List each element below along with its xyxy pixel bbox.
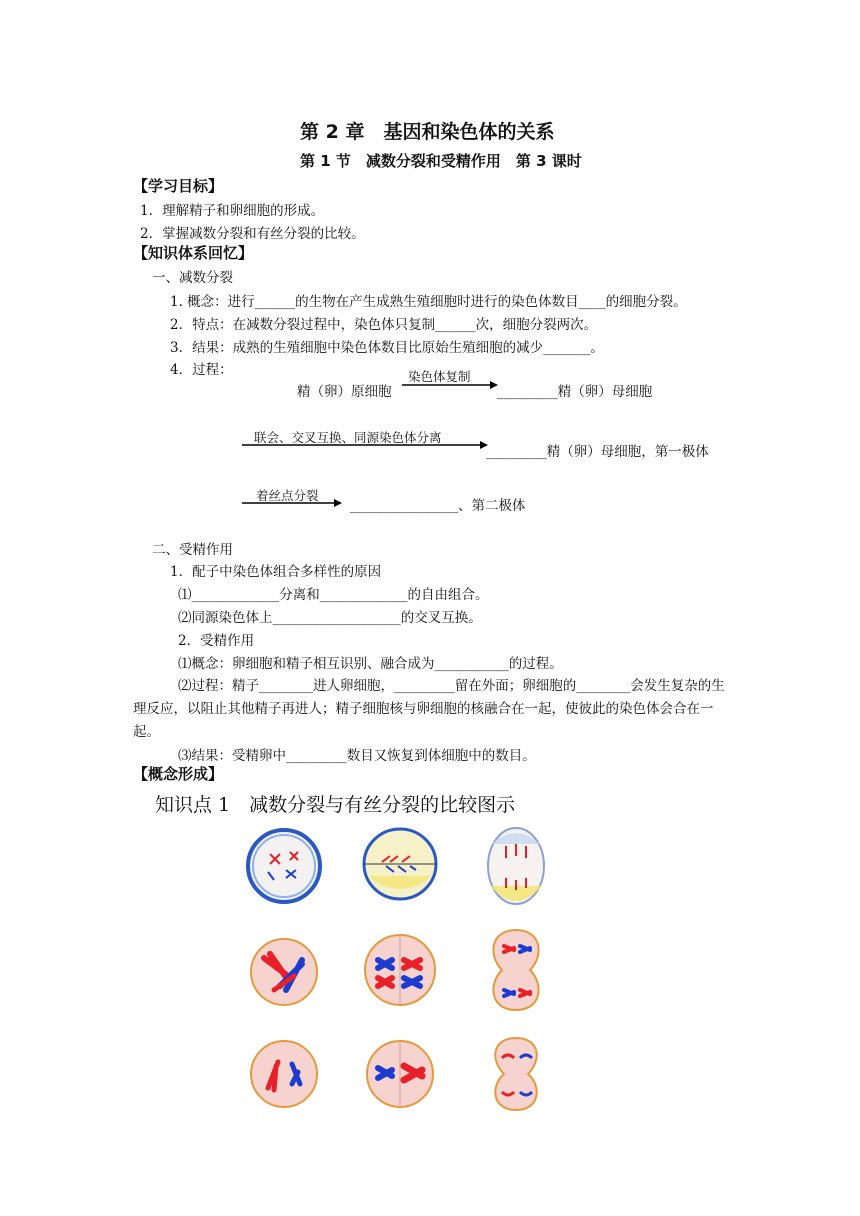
flow-arrow3-label: 着丝点分裂: [256, 488, 319, 503]
flow-arrow1: [402, 380, 498, 390]
cell-r3c2: [367, 1041, 433, 1107]
cell-r1c3: [488, 828, 544, 904]
cell-r1c2: [364, 829, 436, 899]
fertilization-title: 二、受精作用: [152, 542, 233, 558]
cell-r1c1: [248, 830, 320, 902]
objective-item-2: 2．掌握减数分裂和有丝分裂的比较。: [140, 226, 365, 242]
cell-r2c3: [493, 930, 538, 1010]
diversity-1: ⑴_____________分离和_____________的自由组合。: [178, 587, 489, 603]
meiosis-process: 4．过程：: [170, 362, 233, 378]
objective-item-1: 1．理解精子和卵细胞的形成。: [140, 203, 325, 219]
cell-r3c3: [495, 1038, 536, 1110]
fert-process: ⑵过程：精子________进人卵细胞，_________留在外面；卵细胞的________会发生复杂的生理反应，以阻止其他精子再进人；精子细胞核与卵细胞的核融合在一起，使彼此的染色体会合在一起。: [133, 678, 725, 740]
chapter-title: 第 2 章 基因和染色体的关系: [300, 121, 555, 143]
meiosis-feature: 2．特点：在减数分裂过程中，染色体只复制______次，细胞分裂两次。: [170, 317, 598, 333]
meiosis-result: 3．结果：成熟的生殖细胞中染色体数目比原始生殖细胞的减少_______。: [170, 340, 604, 356]
cell-r2c2: [365, 935, 435, 1005]
knowledge-point-title: 知识点 1 减数分裂与有丝分裂的比较图示: [155, 794, 516, 816]
flow-end3: ________________、第二极体: [350, 498, 526, 514]
fert-concept: ⑴概念：卵细胞和精子相互识别、融合成为___________的过程。: [178, 656, 563, 672]
flow-arrow1-label: 染色体复制: [408, 369, 471, 384]
objectives-heading: 【学习目标】: [133, 177, 224, 195]
diversity-2: ⑵同源染色体上___________________的交叉互换。: [178, 610, 482, 626]
flow-arrow3: [242, 498, 342, 508]
meiosis-title: 一、减数分裂: [152, 270, 233, 286]
cell-r2c1: [251, 939, 317, 1005]
flow-arrow2-label: 联会、交叉互换、同源染色体分离: [254, 430, 442, 445]
fert-title: 2．受精作用: [178, 633, 255, 649]
flow-end2: _________精（卵）母细胞，第一极体: [486, 444, 709, 460]
fert-result: ⑶结果：受精卵中_________数目又恢复到体细胞中的数目。: [178, 748, 536, 764]
concept-heading: 【概念形成】: [133, 765, 224, 783]
flow-end1: _________精（卵）母细胞: [497, 384, 653, 400]
diversity-title: 1．配子中染色体组合多样性的原因: [170, 564, 382, 580]
section-title: 第 1 节 减数分裂和受精作用 第 3 课时: [300, 152, 582, 170]
cell-r3c1: [251, 1041, 317, 1107]
review-heading: 【知识体系回忆】: [133, 244, 254, 262]
flow-start: 精（卵）原细胞: [297, 384, 392, 400]
flow-arrow2: [242, 440, 488, 450]
meiosis-concept: 1. 概念：进行______的生物在产生成熟生殖细胞时进行的染色体数目____的细胞分裂。: [170, 294, 687, 310]
cell-diagrams: [240, 826, 560, 1116]
